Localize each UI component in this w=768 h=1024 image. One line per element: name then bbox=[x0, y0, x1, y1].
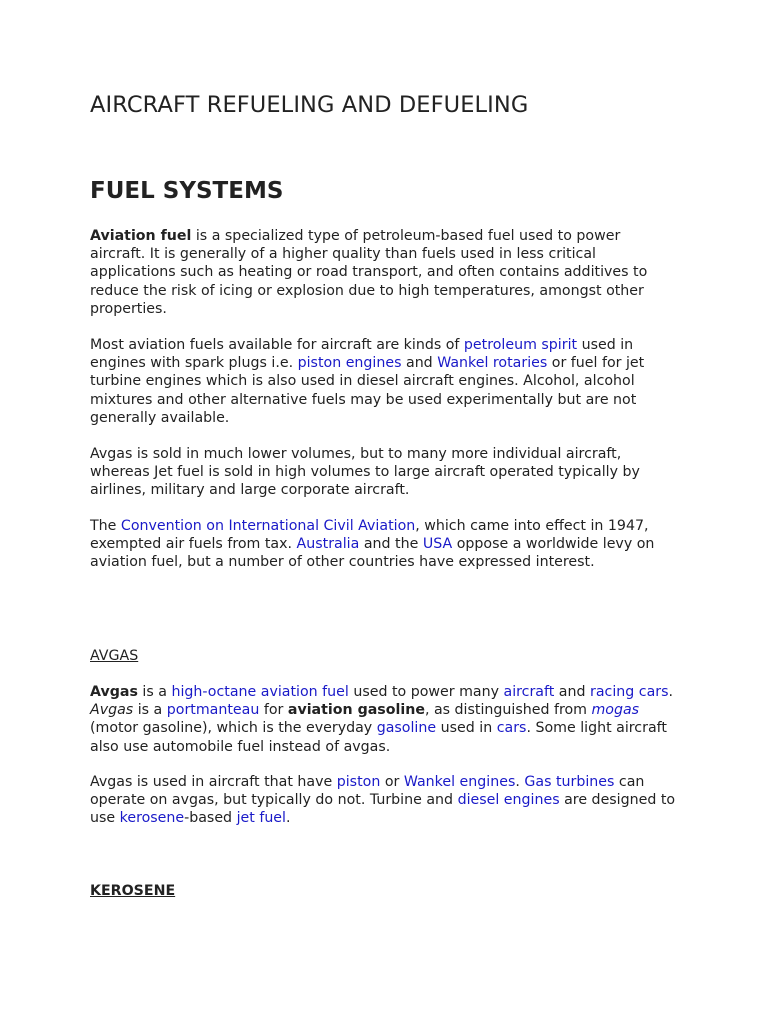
link-usa[interactable]: USA bbox=[422, 536, 453, 553]
text-span: Most aviation fuels available for aircraft are kinds of bbox=[90, 337, 464, 353]
text-span: for bbox=[259, 702, 288, 719]
link-high-octane-aviation-fuel[interactable]: high-octane aviation fuel bbox=[171, 684, 349, 700]
link-cars[interactable]: cars bbox=[496, 720, 527, 737]
term-avgas-italic: Avgas bbox=[90, 702, 134, 719]
text-span: -based bbox=[184, 810, 237, 827]
paragraph-avgas-usage bbox=[90, 773, 680, 828]
heading-kerosene: KEROSENE bbox=[90, 883, 176, 899]
link-kerosene[interactable]: kerosene bbox=[119, 810, 185, 827]
text-span: and the bbox=[359, 536, 423, 553]
text-span: , as distinguished from bbox=[424, 702, 592, 719]
link-aircraft[interactable]: aircraft bbox=[503, 684, 555, 700]
text-span: is a specialized type of petroleum-based fuel used to power aircraft. It is generally of a higher quality than fuels used in less critical applications such as heating or road transport, and often contains additives to reduce the risk of icing or explosion due to high temperatures, amongst other properties. bbox=[90, 228, 648, 317]
text-span: . Some light aircraft also use automobile fuel instead of avgas. bbox=[90, 720, 667, 755]
text-span: . bbox=[515, 774, 525, 790]
text-span: (motor gasoline), which is the everyday bbox=[90, 720, 377, 737]
text-span: . bbox=[668, 684, 674, 700]
text-span: . bbox=[285, 810, 291, 827]
text-span: or fuel for jet turbine engines which is also used in diesel aircraft engines. Alcohol, alcohol mixtures and other alternative fuels may be used experimentally but are not generally available. bbox=[90, 355, 645, 426]
term-aviation-gasoline: aviation gasoline bbox=[287, 702, 425, 719]
link-wankel-engines[interactable]: Wankel engines bbox=[403, 774, 516, 790]
link-gas-turbines[interactable]: Gas turbines bbox=[524, 774, 615, 790]
text-span: used in bbox=[436, 720, 497, 737]
document-title: AIRCRAFT REFUELING AND DEFUELING bbox=[90, 92, 529, 118]
text-span: is a bbox=[137, 684, 172, 700]
link-mogas[interactable]: mogas bbox=[591, 702, 640, 719]
link-racing-cars[interactable]: racing cars bbox=[590, 684, 669, 700]
link-convention-civil-aviation[interactable]: Convention on International Civil Aviation bbox=[120, 518, 416, 534]
text-span: or bbox=[380, 774, 404, 790]
link-piston[interactable]: piston bbox=[336, 774, 381, 790]
text-span: are designed to use bbox=[90, 792, 676, 827]
text-span: The bbox=[90, 518, 121, 534]
link-piston-engines[interactable]: piston engines bbox=[297, 355, 402, 372]
text-span: and bbox=[554, 684, 591, 700]
link-gasoline[interactable]: gasoline bbox=[376, 720, 437, 737]
text-span: used in engines with spark plugs i.e. bbox=[90, 337, 634, 372]
section-title-fuel-systems: FUEL SYSTEMS bbox=[90, 178, 284, 204]
text-span: Avgas is used in aircraft that have bbox=[90, 774, 337, 790]
paragraph-avgas-volumes: Avgas is sold in much lower volumes, but to many more individual aircraft, whereas Jet fuel is sold in high volumes to large aircraft operated typically by airlines, military and large corporate aircraft. bbox=[90, 446, 640, 499]
link-australia[interactable]: Australia bbox=[296, 536, 360, 553]
term-avgas: Avgas bbox=[90, 684, 138, 700]
link-wankel-rotaries[interactable]: Wankel rotaries bbox=[437, 355, 548, 372]
text-span: , which came into effect in 1947, exempted air fuels from tax. bbox=[90, 518, 649, 553]
paragraph-fuel-types bbox=[90, 336, 680, 427]
text-span: oppose a worldwide levy on aviation fuel, but a number of other countries have expressed interest. bbox=[90, 536, 655, 571]
text-span: used to power many bbox=[348, 684, 504, 700]
paragraph-convention bbox=[90, 517, 680, 572]
text-span: is a bbox=[133, 702, 167, 719]
link-petroleum-spirit[interactable]: petroleum spirit bbox=[463, 337, 578, 353]
text-span: can operate on avgas, but typically do not. Turbine and bbox=[90, 774, 645, 809]
link-diesel-engines[interactable]: diesel engines bbox=[457, 792, 560, 809]
paragraph-avgas-definition bbox=[90, 683, 680, 756]
paragraph-aviation-fuel bbox=[90, 227, 680, 318]
link-jet-fuel[interactable]: jet fuel bbox=[236, 810, 286, 827]
link-portmanteau[interactable]: portmanteau bbox=[166, 702, 260, 719]
heading-avgas: AVGAS bbox=[90, 648, 139, 664]
text-span: and bbox=[401, 355, 438, 372]
term-aviation-fuel: Aviation fuel bbox=[90, 228, 192, 244]
